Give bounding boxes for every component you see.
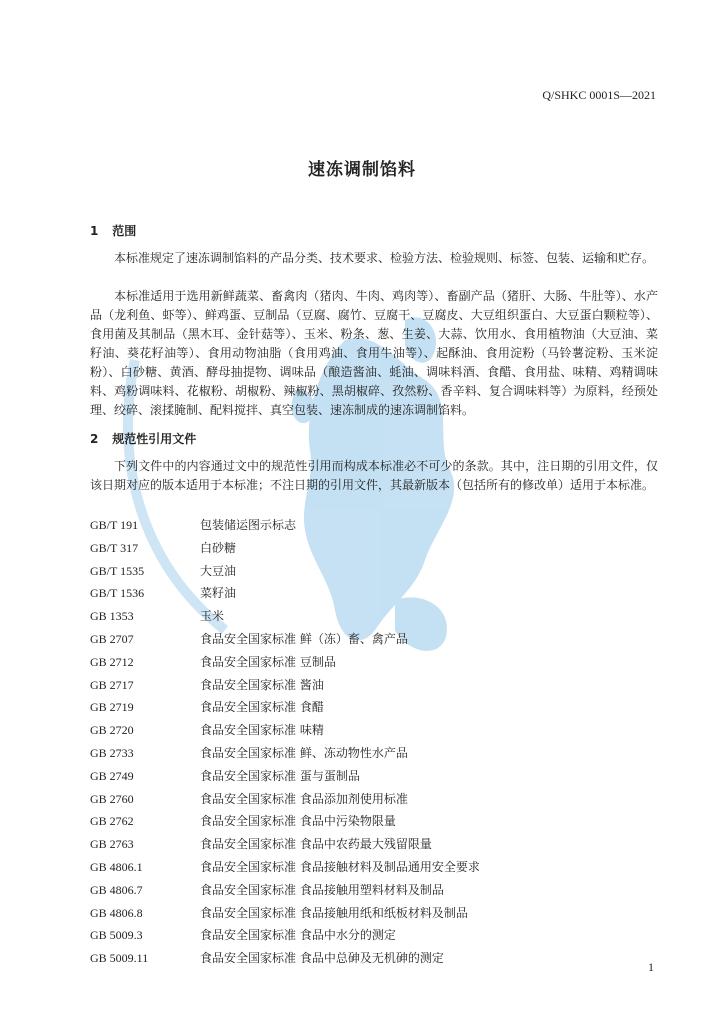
reference-code: GB 2712 <box>90 654 134 669</box>
reference-title: 菜籽油 <box>200 586 237 601</box>
reference-code: GB 2763 <box>90 837 134 852</box>
reference-list <box>90 514 658 970</box>
reference-item <box>90 947 658 970</box>
reference-title: 食品安全国家标准 食醋 <box>200 700 324 715</box>
reference-title: 食品安全国家标准 食品接触用塑料材料及制品 <box>200 882 444 897</box>
reference-code: GB/T 317 <box>90 540 139 555</box>
reference-title: 食品安全国家标准 食品添加剂使用标准 <box>200 791 408 806</box>
reference-title: 食品安全国家标准 鲜（冻）畜、禽产品 <box>200 631 408 646</box>
reference-code: GB 2720 <box>90 723 134 738</box>
standard-number: Q/SHKC 0001S—2021 <box>542 88 656 102</box>
reference-item <box>90 628 658 651</box>
section-title: 范围 <box>112 224 137 238</box>
section-number: 1 <box>90 224 99 238</box>
reference-title: 食品安全国家标准 酱油 <box>200 677 324 692</box>
reference-code: GB 2762 <box>90 814 134 829</box>
reference-code: GB 2719 <box>90 700 134 715</box>
reference-code: GB 2760 <box>90 791 134 806</box>
reference-title: 食品安全国家标准 豆制品 <box>200 654 336 669</box>
reference-code: GB/T 1535 <box>90 563 145 578</box>
reference-title: 食品安全国家标准 食品中总砷及无机砷的测定 <box>200 951 444 966</box>
reference-code: GB 2749 <box>90 768 134 783</box>
reference-item <box>90 765 658 788</box>
section-1-paragraph-1: 本标准规定了速冻调制馅料的产品分类、技术要求、检验方法、检验规则、标签、包装、运输和贮存。 <box>114 251 655 265</box>
reference-title: 食品安全国家标准 味精 <box>200 723 324 738</box>
reference-item <box>90 833 658 856</box>
reference-code: GB 5009.11 <box>90 951 149 966</box>
reference-item <box>90 742 658 765</box>
reference-code: GB 2733 <box>90 745 134 760</box>
reference-code: GB 4806.7 <box>90 882 143 897</box>
reference-item <box>90 514 658 537</box>
reference-item <box>90 810 658 833</box>
reference-code: GB/T 1536 <box>90 586 145 601</box>
reference-title: 白砂糖 <box>200 540 237 555</box>
reference-code: GB/T 191 <box>90 518 139 532</box>
reference-item <box>90 719 658 742</box>
section-2-heading <box>90 430 196 447</box>
reference-item <box>90 856 658 879</box>
reference-title: 食品安全国家标准 食品中农药最大残留限量 <box>200 837 432 852</box>
reference-item <box>90 924 658 947</box>
section-1-paragraph-2: 本标准适用于选用新鲜蔬菜、畜禽肉（猪肉、牛肉、鸡肉等）、畜副产品（猪肝、大肠、牛肚等）、水产品（龙利鱼、虾等）、鲜鸡蛋、豆制品（豆腐、腐竹、豆腐干、豆腐皮、大豆组织蛋白、大豆蛋白颗粒等）、食用菌及其制品（黑木耳、金针菇等）、玉米、粉条、葱、生姜、大蒜、饮用水、食用植物油（大豆油、菜籽油、葵花籽油等）、食用动物油脂（食用鸡油、食用牛油等）、起酥油、食用淀粉（马铃薯淀粉、玉米淀粉）、白砂糖、黄酒、酵母抽提物、调味品（酿造酱油、蚝油、调味料酒、食醋、食用盐、味精、鸡精调味料、鸡粉调味料、花椒粉、胡椒粉、辣椒粉、黑胡椒碎、孜然粉、香辛料、复合调味料等）为原料，经预处理、绞碎、滚揉腌制、配料搅拌、真空包装、速冻制成的速冻调制馅料。 <box>90 289 658 417</box>
section-1-heading <box>90 222 136 239</box>
reference-item <box>90 651 658 674</box>
reference-title: 食品安全国家标准 食品中污染物限量 <box>200 814 396 829</box>
reference-item <box>90 696 658 719</box>
section-2-paragraph-1: 下列文件中的内容通过文中的规范性引用而构成本标准必不可少的条款。其中，注日期的引用文件，仅该日期对应的版本适用于本标准；不注日期的引用文件，其最新版本（包括所有的修改单）适用于本标准。 <box>90 459 658 492</box>
reference-item <box>90 560 658 583</box>
reference-code: GB 2707 <box>90 631 134 646</box>
reference-title: 食品安全国家标准 食品接触用纸和纸板材料及制品 <box>200 905 468 920</box>
reference-title: 食品安全国家标准 蛋与蛋制品 <box>200 768 360 783</box>
reference-title: 食品安全国家标准 食品接触材料及制品通用安全要求 <box>200 859 480 874</box>
reference-item <box>90 902 658 925</box>
reference-item <box>90 674 658 697</box>
reference-code: GB 5009.3 <box>90 928 143 943</box>
reference-code: GB 2717 <box>90 677 134 692</box>
reference-item <box>90 605 658 628</box>
section-title: 规范性引用文件 <box>112 432 197 446</box>
reference-title: 食品安全国家标准 鲜、冻动物性水产品 <box>200 745 408 760</box>
reference-item <box>90 788 658 811</box>
reference-code: GB 4806.1 <box>90 859 143 874</box>
reference-code: GB 1353 <box>90 609 134 624</box>
reference-title: 食品安全国家标准 食品中水分的测定 <box>200 928 396 943</box>
reference-title: 包装储运图示标志 <box>200 518 297 532</box>
reference-title: 玉米 <box>200 609 225 624</box>
reference-item <box>90 879 658 902</box>
document-title: 速冻调制馅料 <box>308 160 416 180</box>
section-number: 2 <box>90 432 99 446</box>
page-number: 1 <box>648 960 654 974</box>
reference-title: 大豆油 <box>200 563 237 578</box>
reference-item <box>90 537 658 560</box>
reference-code: GB 4806.8 <box>90 905 143 920</box>
reference-item <box>90 582 658 605</box>
